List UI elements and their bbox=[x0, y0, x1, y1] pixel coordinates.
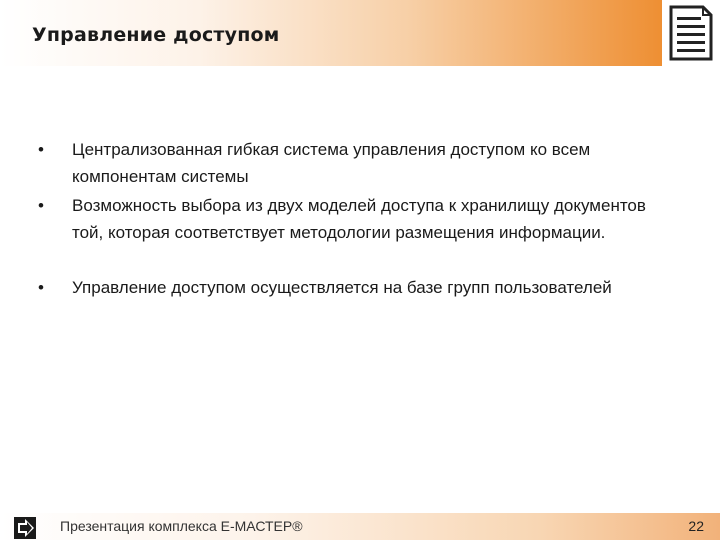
bullet-text: Централизованная гибкая система управления доступом ко всем компонентам системы bbox=[72, 140, 591, 186]
footer-text: Презентация комплекса Е-МАСТЕР® bbox=[60, 518, 303, 534]
bullet-marker: • bbox=[38, 278, 44, 297]
arrow-right-icon bbox=[14, 517, 36, 539]
page-title: Управление доступом bbox=[32, 24, 280, 46]
bullet-marker: • bbox=[38, 140, 44, 159]
page-number: 22 bbox=[688, 518, 704, 534]
bullet-marker: • bbox=[38, 196, 44, 215]
bullet-text: Управление доступом осуществляется на базе групп пользователей bbox=[72, 278, 612, 297]
bullet-text: Возможность выбора из двух моделей доступа к хранилищу документов той, которая соответствует методологии размещения информации. bbox=[72, 196, 646, 242]
document-icon bbox=[668, 4, 714, 62]
